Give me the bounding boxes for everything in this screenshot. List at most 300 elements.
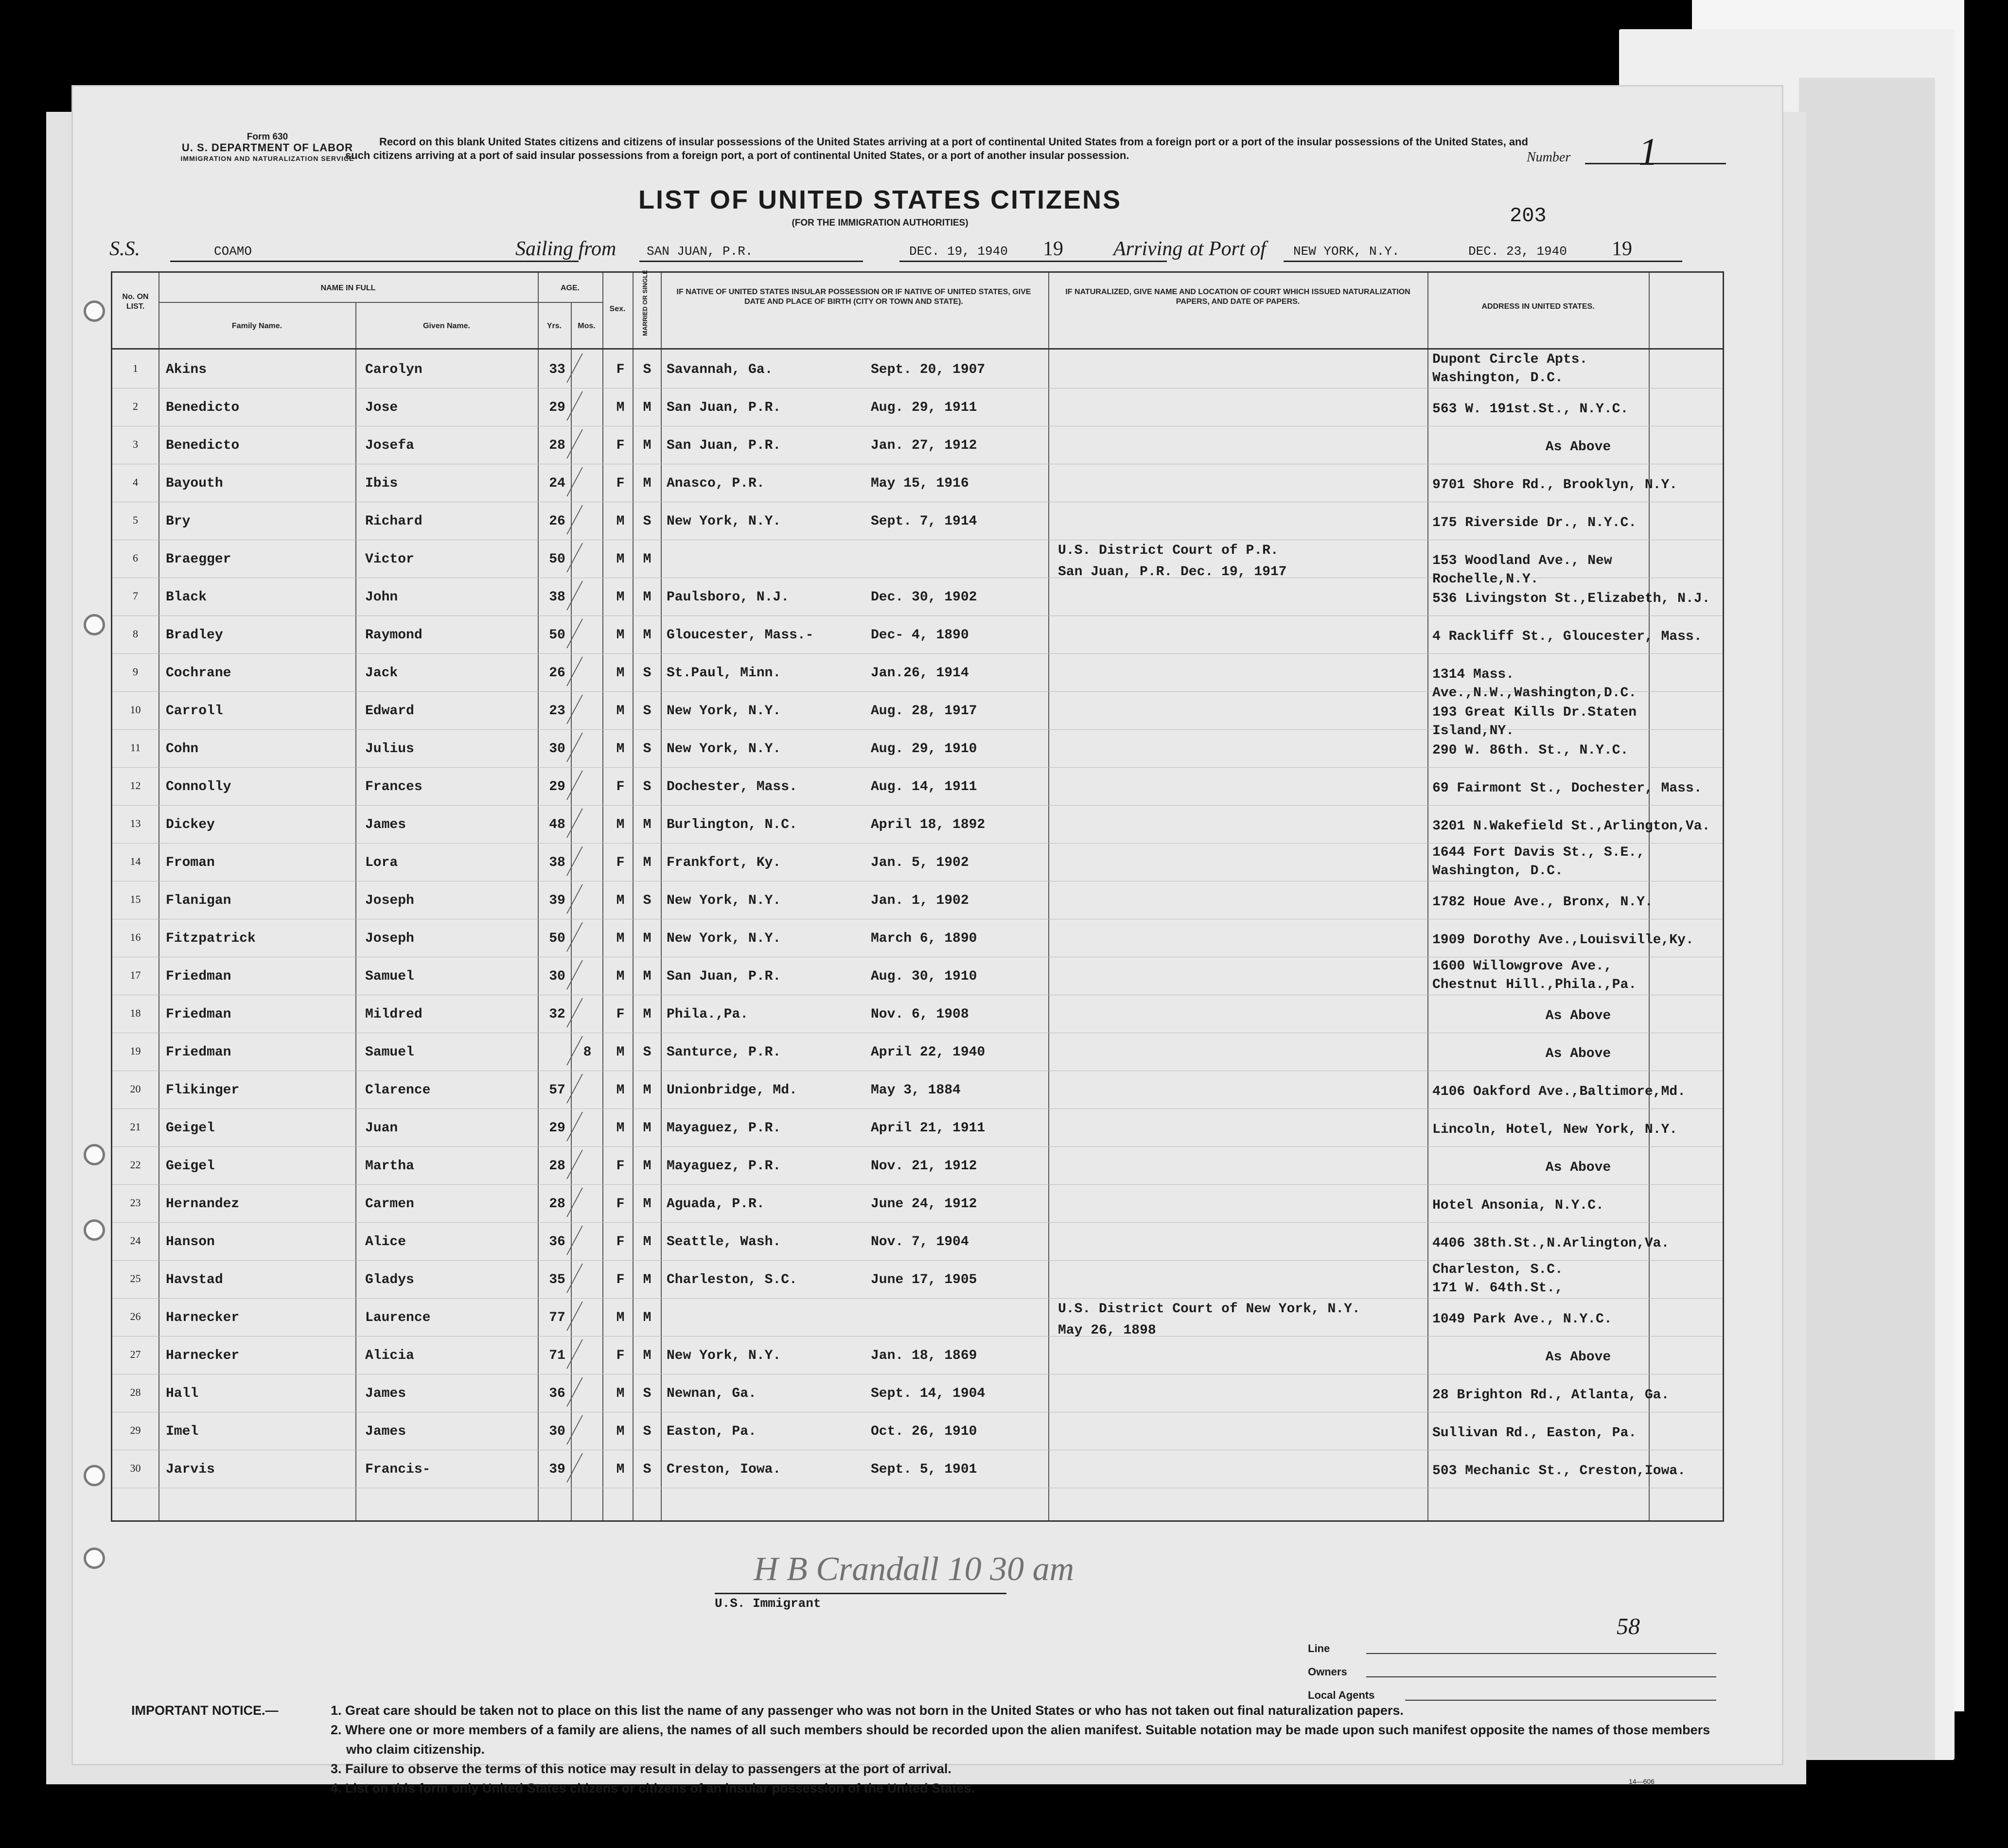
address: As Above xyxy=(1545,1350,1611,1365)
given-name: Richard xyxy=(365,514,423,529)
arriving-label: Arriving at Port of xyxy=(1113,238,1266,260)
family-name: Cohn xyxy=(166,741,199,757)
sex: F xyxy=(616,1007,625,1022)
age-years: 28 xyxy=(549,438,565,453)
notice-item: 1. Great care should be taken not to place on this list the name of any passenger who was not born in the United States or who has not taken out final naturalization papers. xyxy=(331,1703,1404,1718)
row-number: 11 xyxy=(130,741,141,754)
address: Sullivan Rd., Easton, Pa. xyxy=(1432,1426,1637,1441)
table-row xyxy=(112,351,1723,388)
header-age: AGE. xyxy=(560,284,580,292)
age-years: 50 xyxy=(549,931,565,946)
address: 69 Fairmont St., Dochester, Mass. xyxy=(1432,781,1702,796)
table-row xyxy=(112,881,1723,919)
birth-date: Dec. 30, 1902 xyxy=(871,590,977,605)
table-row xyxy=(112,616,1723,654)
sex: M xyxy=(616,514,625,529)
check-mark xyxy=(566,1264,607,1293)
row-number: 6 xyxy=(133,552,138,564)
table-row xyxy=(112,919,1723,957)
birth-date: Aug. 30, 1910 xyxy=(871,969,977,984)
sex: M xyxy=(616,969,625,984)
check-mark xyxy=(566,733,607,762)
birth-date: Sept. 20, 1907 xyxy=(871,362,986,377)
birthplace: Newnan, Ga. xyxy=(667,1386,757,1401)
given-name: Jack xyxy=(365,666,398,681)
signature-line xyxy=(715,1593,1006,1594)
given-name: Edward xyxy=(365,704,414,719)
address: 1314 Mass. Ave.,N.W.,Washington,D.C. xyxy=(1432,667,1637,701)
binder-hole xyxy=(84,1465,105,1486)
check-mark xyxy=(566,1377,607,1407)
age-years: 35 xyxy=(549,1272,565,1287)
header-given-name: Given Name. xyxy=(423,322,470,330)
signature-label: U.S. Immigrant xyxy=(715,1596,821,1611)
voyage-line xyxy=(73,237,1782,266)
check-mark xyxy=(566,429,607,458)
family-name: Friedman xyxy=(166,1045,231,1060)
given-name: Juan xyxy=(365,1121,398,1136)
birthplace: San Juan, P.R. xyxy=(667,969,781,984)
given-name: John xyxy=(365,590,398,605)
table-row xyxy=(112,502,1723,540)
given-name: Samuel xyxy=(365,969,414,984)
row-number: 28 xyxy=(130,1386,141,1398)
check-mark xyxy=(566,884,607,914)
ship-name: COAMO xyxy=(214,244,252,259)
sailing-label: Sailing from xyxy=(515,238,616,260)
given-name: Joseph xyxy=(365,931,414,946)
table-row xyxy=(112,654,1723,701)
sex: M xyxy=(616,400,625,415)
table-row xyxy=(112,1450,1723,1488)
birth-date: May 3, 1884 xyxy=(871,1083,961,1098)
year-suffix: 19 xyxy=(1612,238,1632,260)
address: 1600 Willowgrove Ave., Chestnut Hill.,Phila.,Pa. xyxy=(1432,959,1637,992)
check-mark xyxy=(566,695,607,724)
birth-date: Oct. 26, 1910 xyxy=(871,1424,977,1439)
age-years: 71 xyxy=(549,1348,565,1363)
birthplace: New York, N.Y. xyxy=(667,931,781,946)
check-mark xyxy=(566,1150,607,1179)
age-years: 36 xyxy=(549,1386,565,1401)
table-row xyxy=(112,806,1723,844)
birth-date: Nov. 6, 1908 xyxy=(871,1007,969,1022)
marital-status: S xyxy=(643,779,652,794)
age-years: 30 xyxy=(549,1424,565,1439)
address: 9701 Shore Rd., Brooklyn, N.Y. xyxy=(1432,477,1678,493)
check-mark xyxy=(566,543,607,572)
birth-date: Dec- 4, 1890 xyxy=(871,628,969,643)
age-years: 30 xyxy=(549,969,565,984)
marital-status: M xyxy=(643,1197,652,1212)
header-no: No. ON LIST. xyxy=(122,293,149,311)
given-name: Frances xyxy=(365,779,423,794)
notice-heading: IMPORTANT NOTICE.— xyxy=(131,1703,279,1718)
address: 1909 Dorothy Ave.,Louisville,Ky. xyxy=(1432,933,1694,948)
family-name: Connolly xyxy=(166,779,231,794)
table-row xyxy=(112,1337,1723,1374)
notice-item: 3. Failure to observe the terms of this notice may result in delay to passengers at the port of arrival. xyxy=(331,1761,951,1776)
sex: F xyxy=(616,438,625,453)
address: As Above xyxy=(1545,440,1611,455)
marital-status: S xyxy=(643,1424,652,1439)
birth-date: Sept. 14, 1904 xyxy=(871,1386,986,1401)
birth-date: Aug. 29, 1910 xyxy=(871,741,977,757)
address: 175 Riverside Dr., N.Y.C. xyxy=(1432,515,1637,530)
row-number: 2 xyxy=(133,400,138,412)
marital-status: S xyxy=(643,1462,652,1477)
address: 153 Woodland Ave., New Rochelle,N.Y. xyxy=(1432,553,1612,587)
given-name: Joseph xyxy=(365,893,414,908)
check-mark xyxy=(566,1074,607,1103)
check-mark xyxy=(566,581,607,610)
sex: F xyxy=(616,1197,625,1212)
check-mark xyxy=(566,1339,607,1369)
marital-status: M xyxy=(643,817,652,832)
family-name: Dickey xyxy=(166,817,215,832)
marital-status: M xyxy=(643,628,652,643)
birthplace: Phila.,Pa. xyxy=(667,1007,749,1022)
sex: F xyxy=(616,476,625,491)
sex: F xyxy=(616,1159,625,1174)
family-name: Geigel xyxy=(166,1121,215,1136)
address: 503 Mechanic St., Creston,Iowa. xyxy=(1432,1463,1686,1478)
check-mark xyxy=(566,1226,607,1255)
address: 4106 Oakford Ave.,Baltimore,Md. xyxy=(1432,1084,1686,1099)
birth-date: Jan. 27, 1912 xyxy=(871,438,977,453)
header-family-name: Family Name. xyxy=(231,322,282,330)
family-name: Harnecker xyxy=(166,1310,240,1325)
marital-status: M xyxy=(643,1083,652,1098)
birth-date: Aug. 28, 1917 xyxy=(871,704,977,719)
row-number: 13 xyxy=(130,817,141,829)
table-row xyxy=(112,1299,1723,1337)
check-mark xyxy=(566,391,607,421)
family-name: Froman xyxy=(166,855,215,870)
header-name-in-full: NAME IN FULL xyxy=(320,284,376,292)
marital-status: S xyxy=(643,704,652,719)
marital-status: S xyxy=(643,741,652,757)
marital-status: M xyxy=(643,969,652,984)
record-instructions: Record on this blank United States citizens and citizens of insular possessions of the United States arriving at a port of continental United States from a foreign port or a port of the insular possessions of the United States, and such citizens arriving at a port of said insular possessions from a foreign port, a port of continental United States, or a port of another insular possession. xyxy=(345,136,1528,161)
age-years: 29 xyxy=(549,779,565,794)
row-number: 23 xyxy=(130,1197,141,1209)
marital-status: M xyxy=(643,590,652,605)
check-mark xyxy=(566,505,607,534)
birthplace: Seattle, Wash. xyxy=(667,1234,781,1250)
row-number: 10 xyxy=(130,704,141,716)
birth-date: April 22, 1940 xyxy=(871,1045,986,1060)
given-name: Samuel xyxy=(365,1045,414,1060)
row-number: 5 xyxy=(133,514,138,526)
age-years: 24 xyxy=(549,476,565,491)
age-years: 48 xyxy=(549,817,565,832)
table-row xyxy=(112,730,1723,768)
birth-date: Jan. 5, 1902 xyxy=(871,855,969,870)
sex: F xyxy=(616,779,625,794)
check-mark xyxy=(566,998,607,1027)
family-name: Hernandez xyxy=(166,1197,240,1212)
sex: F xyxy=(616,855,625,870)
birth-date: June 17, 1905 xyxy=(871,1272,977,1287)
notice-item: 4. List on this form only United States citizens or citizens of an insular possession of the United States. xyxy=(331,1781,975,1795)
address: As Above xyxy=(1545,1046,1611,1061)
address: 1782 Houe Ave., Bronx, N.Y. xyxy=(1432,895,1653,910)
age-years: 57 xyxy=(549,1083,565,1098)
birth-date: Jan.26, 1914 xyxy=(871,666,969,681)
birthplace: New York, N.Y. xyxy=(667,1348,781,1363)
birthplace: Paulsboro, N.J. xyxy=(667,590,790,605)
given-name: Jose xyxy=(365,400,398,415)
marital-status: M xyxy=(643,438,652,453)
address: 536 Livingston St.,Elizabeth, N.J. xyxy=(1432,591,1710,606)
birth-date: June 24, 1912 xyxy=(871,1197,977,1212)
family-name: Hall xyxy=(166,1386,199,1401)
given-name: Lora xyxy=(365,855,398,870)
table-row xyxy=(112,464,1723,502)
birth-date: May 15, 1916 xyxy=(871,476,969,491)
sex: M xyxy=(616,1045,625,1060)
number-label: Number xyxy=(1527,150,1571,165)
sex: M xyxy=(616,1424,625,1439)
birth-date: April 18, 1892 xyxy=(871,817,986,832)
check-mark xyxy=(566,960,607,989)
marital-status: M xyxy=(643,1007,652,1022)
row-number: 7 xyxy=(133,590,138,602)
address: 193 Great Kills Dr.Staten Island,NY. xyxy=(1432,705,1637,739)
birth-date: Nov. 21, 1912 xyxy=(871,1159,977,1174)
print-code: 14—606 xyxy=(1629,1778,1655,1785)
row-number: 4 xyxy=(133,476,138,488)
given-name: James xyxy=(365,817,406,832)
family-name: Harnecker xyxy=(166,1348,240,1363)
age-years: 50 xyxy=(549,552,565,567)
family-name: Imel xyxy=(166,1424,199,1439)
department-name: U. S. DEPARTMENT OF LABOR xyxy=(181,141,353,154)
table-row xyxy=(112,1033,1723,1071)
table-row xyxy=(112,957,1723,995)
birthplace: Santurce, P.R. xyxy=(667,1045,781,1060)
family-name: Flanigan xyxy=(166,893,231,908)
birth-date: Nov. 7, 1904 xyxy=(871,1234,969,1250)
table-row xyxy=(112,426,1723,464)
table-row xyxy=(112,1223,1723,1261)
service-name: IMMIGRATION AND NATURALIZATION SERVICE xyxy=(180,155,354,162)
sex: F xyxy=(616,1348,625,1363)
row-number: 12 xyxy=(130,779,141,792)
row-number: 29 xyxy=(130,1424,141,1436)
age-years: 28 xyxy=(549,1159,565,1174)
table-row xyxy=(112,995,1723,1033)
family-name: Friedman xyxy=(166,969,231,984)
agents-label: Local Agents xyxy=(1308,1689,1375,1701)
birthplace: St.Paul, Minn. xyxy=(667,666,781,681)
row-number: 16 xyxy=(130,931,141,943)
family-name: Cochrane xyxy=(166,666,231,681)
given-name: Clarence xyxy=(365,1083,431,1098)
sex: M xyxy=(616,817,625,832)
marital-status: M xyxy=(643,1234,652,1250)
family-name: Friedman xyxy=(166,1007,231,1022)
check-mark xyxy=(566,922,607,951)
age-years: 26 xyxy=(549,666,565,681)
age-years: 39 xyxy=(549,1462,565,1477)
form-number: Form 630 xyxy=(247,132,288,142)
birthplace: Dochester, Mass. xyxy=(667,779,797,794)
header-naturalized: IF NATURALIZED, GIVE NAME AND LOCATION OF COURT WHICH ISSUED NATURALIZATION PAPERS, AND DATE OF PAPERS. xyxy=(1065,288,1410,306)
address: 290 W. 86th. St., N.Y.C. xyxy=(1432,743,1629,758)
sailing-port: SAN JUAN, P.R. xyxy=(647,244,753,259)
given-name: Mildred xyxy=(365,1007,423,1022)
family-name: Jarvis xyxy=(166,1462,215,1477)
birth-date: Jan. 18, 1869 xyxy=(871,1348,977,1363)
address: 563 W. 191st.St., N.Y.C. xyxy=(1432,402,1629,417)
header-sex: Sex. xyxy=(609,305,626,313)
address: 28 Brighton Rd., Atlanta, Ga. xyxy=(1432,1388,1670,1403)
check-mark xyxy=(566,353,607,383)
row-number: 21 xyxy=(130,1121,141,1133)
fill-line xyxy=(1366,1676,1716,1677)
line-label: Line xyxy=(1308,1642,1330,1654)
given-name: James xyxy=(365,1386,406,1401)
given-name: Gladys xyxy=(365,1272,414,1287)
header-mos: Mos. xyxy=(578,322,596,330)
family-name: Benedicto xyxy=(166,438,240,453)
check-mark xyxy=(566,467,607,496)
table-row xyxy=(112,1412,1723,1450)
sail-date-underline xyxy=(899,261,1167,262)
family-name: Benedicto xyxy=(166,400,240,415)
given-name: Julius xyxy=(365,741,414,757)
address: 4 Rackliff St., Gloucester, Mass. xyxy=(1432,629,1702,644)
marital-status: M xyxy=(643,552,652,567)
row-number: 17 xyxy=(130,969,141,981)
family-name: Bry xyxy=(166,514,191,529)
row-number: 27 xyxy=(130,1348,141,1360)
birthplace: New York, N.Y. xyxy=(667,893,781,908)
row-number: 24 xyxy=(130,1234,141,1247)
sex: M xyxy=(616,741,625,757)
sex: M xyxy=(616,1083,625,1098)
binder-hole xyxy=(84,1144,105,1165)
marital-status: M xyxy=(643,476,652,491)
row-number: 19 xyxy=(130,1045,141,1057)
header-yrs: Yrs. xyxy=(546,322,562,330)
age-years: 23 xyxy=(549,704,565,719)
table-row xyxy=(112,1109,1723,1147)
age-years: 77 xyxy=(549,1310,565,1325)
age-months: 8 xyxy=(583,1045,592,1060)
handwritten-count: 58 xyxy=(1617,1614,1640,1639)
marital-status: S xyxy=(643,362,652,377)
table-row xyxy=(112,1147,1723,1185)
birthplace: Frankfort, Ky. xyxy=(667,855,781,870)
given-name: Alicia xyxy=(365,1348,414,1363)
address: As Above xyxy=(1545,1008,1611,1023)
given-name: Francis- xyxy=(365,1462,431,1477)
birth-date: Aug. 14, 1911 xyxy=(871,779,977,794)
row-number: 14 xyxy=(130,855,141,867)
row-number: 20 xyxy=(130,1083,141,1095)
page-number: 203 xyxy=(1510,204,1547,228)
given-name: Raymond xyxy=(365,628,423,643)
birthplace: San Juan, P.R. xyxy=(667,400,781,415)
marital-status: M xyxy=(643,1272,652,1287)
marital-status: M xyxy=(643,1121,652,1136)
table-row xyxy=(112,1185,1723,1223)
ss-label: S.S. xyxy=(109,238,140,260)
marital-status: M xyxy=(643,1348,652,1363)
age-years: 38 xyxy=(549,590,565,605)
marital-status: S xyxy=(643,1386,652,1401)
age-years: 38 xyxy=(549,855,565,870)
sex: M xyxy=(616,590,625,605)
row-number: 30 xyxy=(130,1462,141,1474)
birthplace: Easton, Pa. xyxy=(667,1424,757,1439)
given-name: Carolyn xyxy=(365,362,423,377)
birthplace: New York, N.Y. xyxy=(667,704,781,719)
address: 1644 Fort Davis St., S.E., Washington, D.C. xyxy=(1432,845,1645,879)
sail-date: DEC. 19, 1940 xyxy=(909,244,1008,259)
table-row xyxy=(112,388,1723,426)
sex: F xyxy=(616,1234,625,1250)
age-years: 36 xyxy=(549,1234,565,1250)
row-number: 8 xyxy=(133,628,138,640)
family-name: Bayouth xyxy=(166,476,223,491)
binder-hole xyxy=(84,300,105,322)
check-mark xyxy=(566,771,607,800)
marital-status: S xyxy=(643,1045,652,1060)
sex: M xyxy=(616,1310,625,1325)
address: Lincoln, Hotel, New York, N.Y. xyxy=(1432,1122,1678,1137)
given-name: Carmen xyxy=(365,1197,414,1212)
row-number: 26 xyxy=(130,1310,141,1322)
header-married: MARRIED OR SINGLE xyxy=(641,270,649,336)
family-name: Havstad xyxy=(166,1272,223,1287)
sex: M xyxy=(616,552,625,567)
manifest-page xyxy=(73,87,1782,1795)
birth-date: April 21, 1911 xyxy=(871,1121,986,1136)
age-years: 39 xyxy=(549,893,565,908)
family-name: Carroll xyxy=(166,704,223,719)
marital-status: S xyxy=(643,893,652,908)
header-native: IF NATIVE OF UNITED STATES INSULAR POSSESSION OR IF NATIVE OF UNITED STATES, GIVE DATE AND PLACE OF BIRTH (CITY OR TOWN AND STATE). xyxy=(676,288,1031,306)
birthplace: Burlington, N.C. xyxy=(667,817,797,832)
given-name: Victor xyxy=(365,552,414,567)
address: Hotel Ansonia, N.Y.C. xyxy=(1432,1198,1604,1213)
family-name: Black xyxy=(166,590,207,605)
row-number: 3 xyxy=(133,438,138,450)
sex: M xyxy=(616,1121,625,1136)
row-divider xyxy=(159,302,602,303)
birthplace: Savannah, Ga. xyxy=(667,362,773,377)
owners-label: Owners xyxy=(1308,1666,1347,1678)
table-row xyxy=(112,1261,1723,1299)
birthplace: Unionbridge, Md. xyxy=(667,1083,797,1098)
address: 1049 Park Ave., N.Y.C. xyxy=(1432,1312,1612,1327)
family-name: Braegger xyxy=(166,552,231,567)
fill-line xyxy=(1366,1653,1716,1654)
family-name: Hanson xyxy=(166,1234,215,1250)
page-subtitle: (FOR THE IMMIGRATION AUTHORITIES) xyxy=(792,218,969,228)
age-years: 29 xyxy=(549,400,565,415)
given-name: James xyxy=(365,1424,406,1439)
given-name: Alice xyxy=(365,1234,406,1250)
arriving-port: NEW YORK, N.Y. xyxy=(1293,244,1400,259)
age-years: 30 xyxy=(549,741,565,757)
inspector-signature: H B Crandall 10 30 am xyxy=(754,1550,1074,1588)
age-years: 28 xyxy=(549,1197,565,1212)
